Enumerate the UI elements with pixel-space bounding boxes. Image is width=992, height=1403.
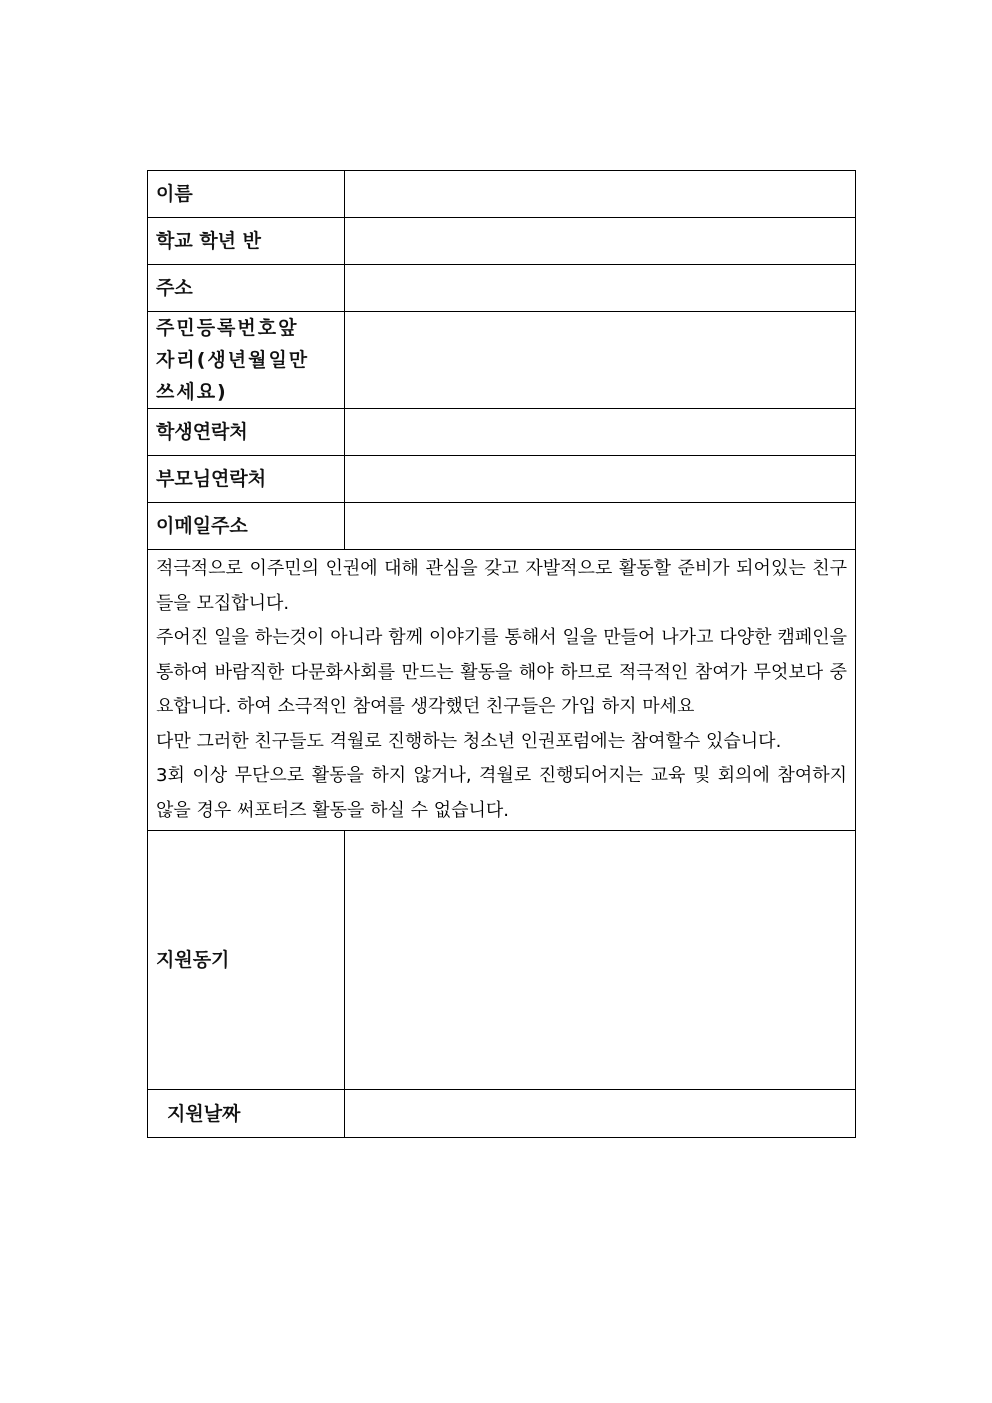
email-field[interactable] <box>345 503 856 550</box>
school-grade-class-label: 학교 학년 반 <box>148 218 345 265</box>
school-grade-class-field[interactable] <box>345 218 856 265</box>
form-row-birthdate <box>148 312 856 409</box>
application-form-table <box>147 170 856 1138</box>
birthdate-label-line-1: 주민등록번호앞 <box>156 317 299 339</box>
form-row-email <box>148 503 856 550</box>
notice-paragraph-4: 3회 이상 무단으로 활동을 하지 않거나, 격월로 진행되어지는 교육 및 회의에 참여하지 않을 경우 써포터즈 활동을 하실 수 없습니다. <box>156 765 847 821</box>
birthdate-label <box>148 312 345 409</box>
birthdate-label-line-3: 쓰세요) <box>156 381 228 403</box>
student-contact-label: 학생연락처 <box>148 409 345 456</box>
notice-paragraph-3: 다만 그러한 친구들도 격월로 진행하는 청소년 인권포럼에는 참여할수 있습니다. <box>156 730 782 752</box>
student-contact-field[interactable] <box>345 409 856 456</box>
form-row-student-contact <box>148 409 856 456</box>
birthdate-label-line-2: 자리(생년월일만 <box>156 349 310 371</box>
form-row-parent-contact <box>148 456 856 503</box>
parent-contact-label: 부모님연락처 <box>148 456 345 503</box>
parent-contact-field[interactable] <box>345 456 856 503</box>
form-row-name <box>148 171 856 218</box>
motive-field[interactable] <box>345 831 856 1090</box>
motive-label: 지원동기 <box>148 831 345 1090</box>
notice-text-block <box>148 550 856 831</box>
form-row-date <box>148 1090 856 1138</box>
notice-paragraph-1: 적극적으로 이주민의 인권에 대해 관심을 갖고 자발적으로 활동할 준비가 되어있는 친구들을 모집합니다. <box>156 558 847 614</box>
form-row-address <box>148 265 856 312</box>
address-label: 주소 <box>148 265 345 312</box>
application-date-label: 지원날짜 <box>148 1090 345 1138</box>
form-row-school <box>148 218 856 265</box>
name-field[interactable] <box>345 171 856 218</box>
name-label: 이름 <box>148 171 345 218</box>
notice-paragraph-2: 주어진 일을 하는것이 아니라 함께 이야기를 통해서 일을 만들어 나가고 다양한 캠페인을 통하여 바람직한 다문화사회를 만드는 활동을 해야 하므로 적극적인 참여가 무엇보다 중요합니다. 하여 소극적인 참여를 생각했던 친구들은 가입 하지 마세요 <box>156 627 847 717</box>
address-field[interactable] <box>345 265 856 312</box>
form-row-motive <box>148 831 856 1090</box>
email-label: 이메일주소 <box>148 503 345 550</box>
form-row-notice <box>148 550 856 831</box>
birthdate-field[interactable] <box>345 312 856 409</box>
application-date-field[interactable] <box>345 1090 856 1138</box>
